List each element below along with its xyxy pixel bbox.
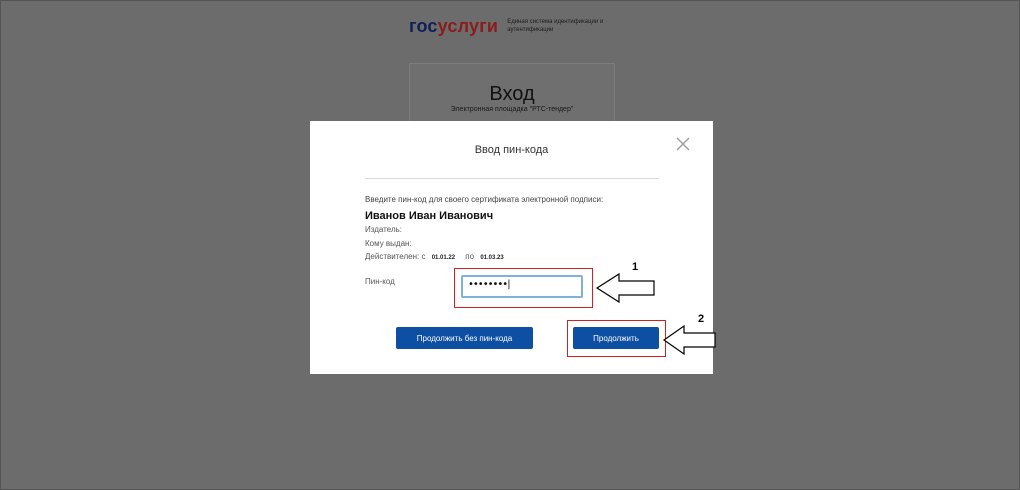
arrow-icon	[662, 324, 718, 356]
issued-to-label: Кому выдан:	[365, 239, 412, 248]
step-number-1: 1	[632, 261, 639, 273]
valid-to-date: 01.03.23	[480, 255, 504, 261]
pin-input[interactable]: ••••••••|	[461, 275, 583, 298]
step-number-2: 2	[698, 313, 705, 325]
arrow-icon	[595, 272, 657, 304]
close-icon[interactable]	[676, 137, 690, 151]
login-title: Вход	[489, 83, 535, 105]
logo-wordmark: госуслуги	[409, 16, 499, 36]
dialog-title: Ввод пин-кода	[474, 144, 549, 156]
pin-input-highlight	[454, 268, 593, 308]
pin-label: Пин-код	[365, 277, 395, 286]
valid-from-label: Действителен: с	[365, 252, 426, 261]
continue-without-pin-button[interactable]: Продолжить без пин-кода	[396, 327, 533, 349]
certificate-holder: Иванов Иван Иванович	[365, 210, 494, 222]
valid-from-date: 01.01.22	[431, 255, 456, 261]
continue-button[interactable]: Продолжить	[573, 327, 659, 349]
divider	[365, 178, 659, 179]
validity-row	[365, 252, 508, 261]
login-subtitle: Электронная площадка "РТС-тендер"	[450, 106, 574, 113]
valid-to-label: по	[465, 252, 475, 261]
issuer-label: Издатель:	[365, 225, 402, 234]
logo-subtitle: Единая система идентификации и аутентификации	[507, 19, 604, 33]
continue-button-highlight	[567, 320, 666, 357]
gosuslugi-logo	[409, 16, 617, 36]
dialog-intro: Введите пин-код для своего сертификата электронной подписи:	[365, 195, 604, 204]
